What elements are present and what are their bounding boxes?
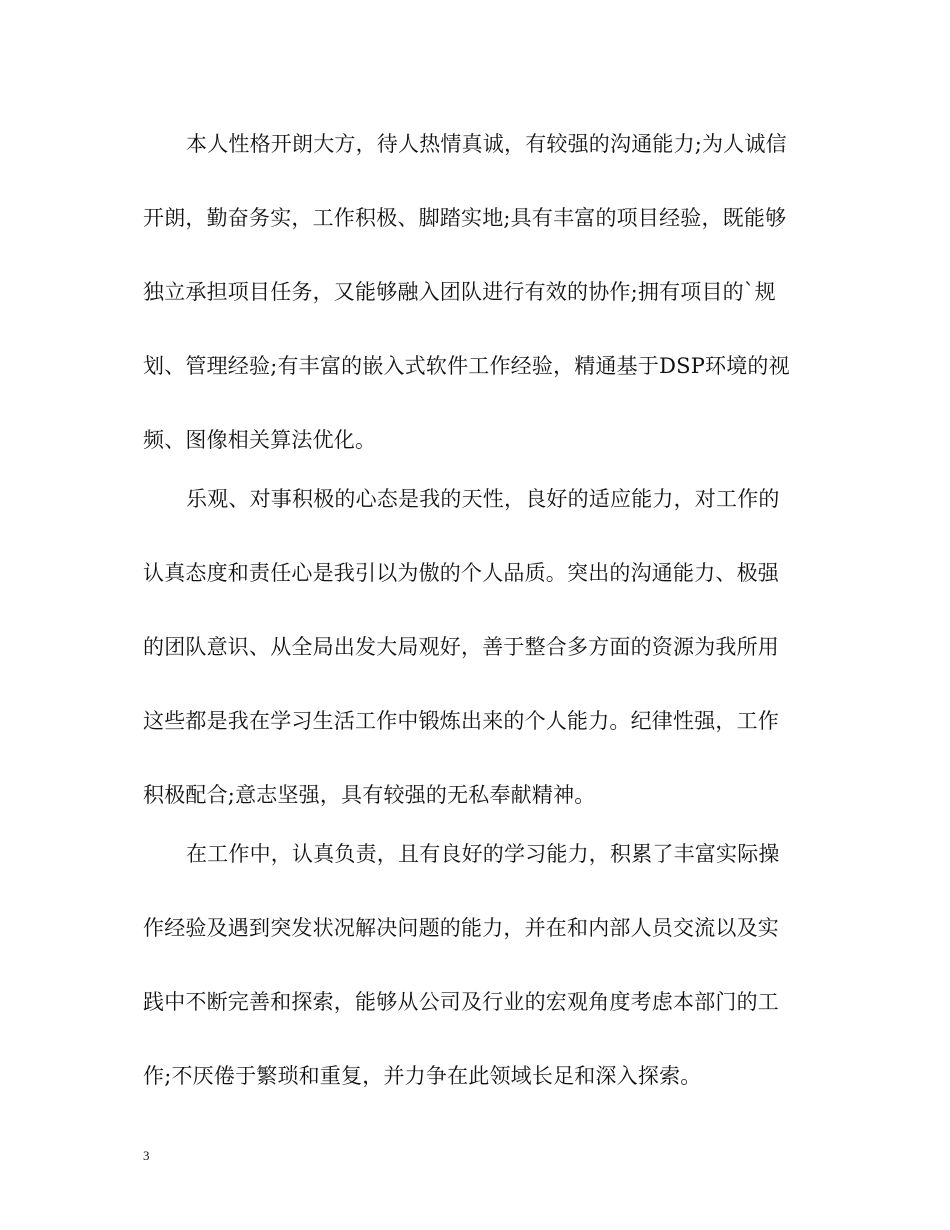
paragraph-1-line-4: 划、管理经验;有丰富的嵌入式软件工作经验，精通基于DSP环境的视 (143, 354, 790, 378)
paragraph-1-line-2: 开朗，勤奋务实，工作积极、脚踏实地;具有丰富的项目经验，既能够 (143, 206, 787, 230)
paragraph-2-line-1: 乐观、对事积极的心态是我的天性，良好的适应能力，对工作的 (186, 487, 780, 511)
paragraph-3-line-1: 在工作中，认真负责，且有良好的学习能力，积累了丰富实际操 (186, 842, 780, 866)
paragraph-2-line-2: 认真态度和责任心是我引以为傲的个人品质。突出的沟通能力、极强 (143, 561, 779, 585)
paragraph-2-line-5: 积极配合;意志坚强，具有较强的无私奉献精神。 (143, 783, 596, 807)
paragraph-1-line-1: 本人性格开朗大方，待人热情真诚，有较强的沟通能力;为人诚信 (186, 132, 787, 156)
paragraph-3-line-3: 践中不断完善和探索，能够从公司及行业的宏观角度考虑本部门的工 (143, 990, 779, 1014)
paragraph-1-line-3: 独立承担项目任务，又能够融入团队进行有效的协作;拥有项目的`规 (143, 280, 776, 304)
paragraph-2-line-3: 的团队意识、从全局出发大局观好，善于整合多方面的资源为我所用 (143, 635, 779, 659)
paragraph-2-line-4: 这些都是我在学习生活工作中锻炼出来的个人能力。纪律性强，工作 (143, 709, 779, 733)
paragraph-1-line-5: 频、图像相关算法优化。 (143, 428, 377, 452)
paragraph-3-line-4: 作;不厌倦于繁琐和重复，并力争在此领域长足和深入探索。 (143, 1064, 702, 1088)
page-number: 3 (143, 1148, 150, 1163)
paragraph-3-line-2: 作经验及遇到突发状况解决问题的能力，并在和内部人员交流以及实 (143, 916, 779, 940)
